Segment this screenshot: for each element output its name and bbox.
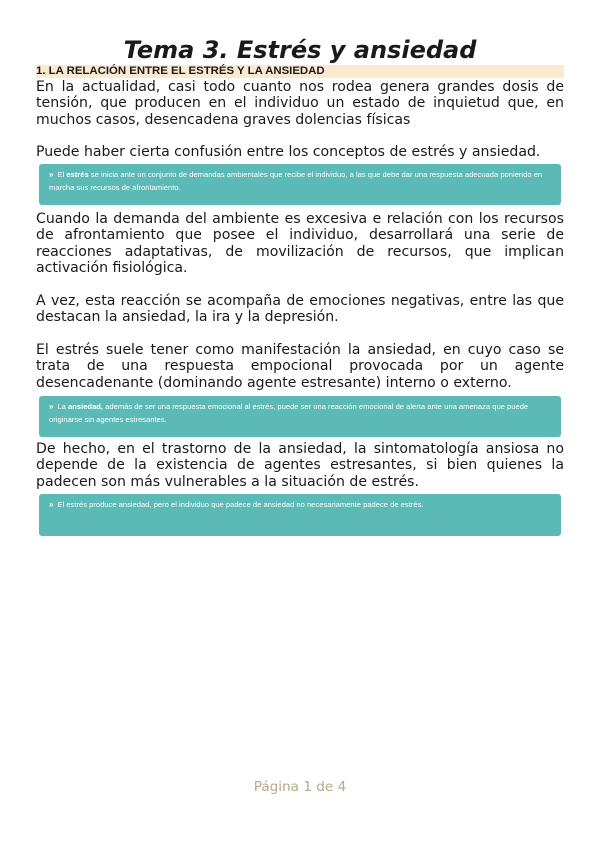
- document-title: Tema 3. Estrés y ansiedad: [123, 36, 477, 64]
- callout-estres-ansiedad: [39, 494, 561, 536]
- callout-text: además de ser una respuesta emocional al estrés, puede ser una reacción emocional de alerta ante una amenaza que puede originarse sin agentes estresantes.: [49, 402, 529, 424]
- callout-prefix: La: [57, 402, 69, 411]
- callout-keyword: ansiedad,: [68, 402, 104, 411]
- callout-keyword: estrés: [66, 170, 89, 179]
- paragraph-manifestacion: El estrés suele tener como manifestación la ansiedad, en cuyo caso se trata de una respuesta empocional provocada por un agente desencadenante (dominando agente estresante) interno o externo.: [36, 342, 564, 391]
- callout-text: El estrés produce ansiedad, pero el individuo que padece de ansiedad no necesariamente padece de estrés.: [57, 500, 424, 509]
- paragraph-demanda: Cuando la demanda del ambiente es excesiva e relación con los recursos de afrontamiento que posee el individuo, desarrollará una serie de reacciones adaptativas, de movilización de recursos, que implican activación fisiológica.: [36, 211, 564, 277]
- callout-prefix: El: [57, 170, 67, 179]
- paragraph-confusion: Puede haber cierta confusión entre los conceptos de estrés y ansiedad.: [36, 144, 541, 160]
- double-chevron-icon: »: [49, 402, 54, 411]
- callout-text: se inicia ante un conjunto de demandas ambientales que recibe el individuo, a las que debe dar una respuesta adecuada poniendo en marcha sus recursos de afrontamiento.: [49, 170, 543, 192]
- paragraph-intro: En la actualidad, casi todo cuanto nos rodea genera grandes dosis de tensión, que producen en el individuo un estado de inquietud que, en muchos casos, desencadena graves dolencias físicas: [36, 79, 564, 128]
- double-chevron-icon: »: [49, 170, 54, 179]
- section-heading: 1. LA RELACIÓN ENTRE EL ESTRÉS Y LA ANSIEDAD: [36, 65, 564, 78]
- callout-ansiedad: [39, 396, 561, 437]
- paragraph-emociones: A vez, esta reacción se acompaña de emociones negativas, entre las que destacan la ansiedad, la ira y la depresión.: [36, 293, 564, 326]
- paragraph-trastorno: De hecho, en el trastorno de la ansiedad, la sintomatología ansiosa no depende de la existencia de agentes estresantes, si bien quienes la padecen son más vulnerables a la situación de estrés.: [36, 441, 564, 490]
- double-chevron-icon: »: [49, 500, 54, 509]
- callout-estres: [39, 164, 561, 205]
- page-footer: Página 1 de 4: [253, 779, 347, 795]
